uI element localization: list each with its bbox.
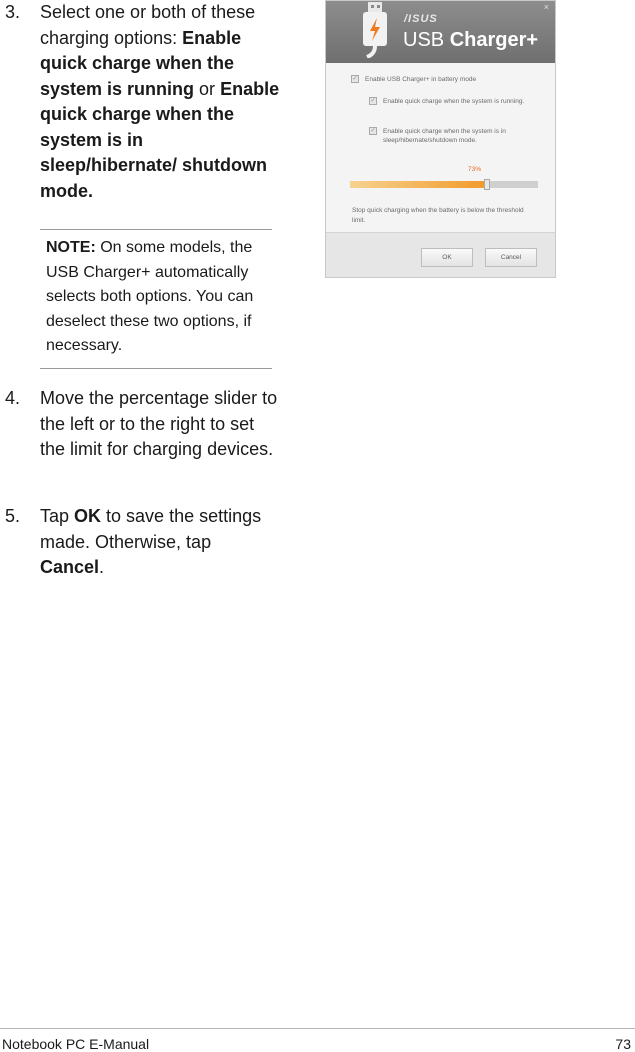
checkbox-icon[interactable]: ✓ (352, 76, 358, 82)
checkbox-icon[interactable]: ✓ (370, 128, 376, 134)
usb-plug-icon (356, 2, 394, 58)
checkbox-sleep[interactable] (369, 127, 537, 145)
step-text-part: Tap (40, 506, 75, 526)
ok-button[interactable]: OK (421, 248, 473, 267)
or-word: or (194, 78, 221, 99)
threshold-description: Stop quick charging when the battery is below the threshold limit. (352, 207, 524, 224)
step-text-part: . (99, 557, 105, 577)
cancel-word: Cancel (40, 557, 100, 577)
dialog-title (403, 29, 538, 52)
step-intro: Select one or both of these charging options: (40, 2, 256, 48)
note-label: NOTE: (46, 239, 96, 256)
footer-rule (0, 1028, 635, 1029)
cancel-button[interactable]: Cancel (485, 248, 537, 267)
step-text: Move the percentage slider to the left or to the right to set the limit for charging devices. (40, 388, 278, 459)
step-number: 4. (5, 388, 21, 408)
checkbox-label: Enable USB Charger+ in battery mode (365, 76, 477, 83)
note-box (40, 229, 272, 369)
asus-brand: /ISUS (404, 13, 438, 25)
title-light: USB (403, 29, 450, 51)
checkbox-label: Enable quick charge when the system is in sleep/hibernate/shutdown mode. (383, 128, 506, 144)
step-text (40, 0, 280, 204)
step-number: 5. (5, 506, 21, 526)
page-number: 73 (615, 1036, 631, 1052)
slider-percent-label: 73% (468, 166, 482, 173)
note-text: On some models, the USB Charger+ automatically selects both options. You can deselect these two options, if necessary. (46, 239, 254, 354)
manual-title: Notebook PC E-Manual (2, 1036, 150, 1052)
option-sleep: Enable quick charge when the system is in sleep/hibernate/ shutdown mode. (40, 78, 280, 201)
slider-handle[interactable] (484, 179, 490, 190)
ok-word: OK (74, 506, 102, 526)
option-running: Enable quick charge when the system is running (40, 27, 242, 99)
dialog-header (326, 1, 555, 63)
checkbox-label: Enable quick charge when the system is running. (383, 98, 525, 105)
checkbox-running[interactable] (369, 97, 537, 106)
close-icon[interactable]: × (543, 2, 549, 12)
title-bold: Charger+ (449, 29, 539, 51)
step-text-part: to save the settings made. Otherwise, tap (40, 506, 262, 552)
checkbox-icon[interactable]: ✓ (370, 98, 376, 104)
step-text (40, 504, 280, 581)
slider-fill (350, 181, 487, 188)
threshold-slider[interactable] (350, 181, 538, 188)
step-number: 3. (5, 2, 21, 22)
checkbox-battery-mode[interactable] (351, 75, 476, 84)
